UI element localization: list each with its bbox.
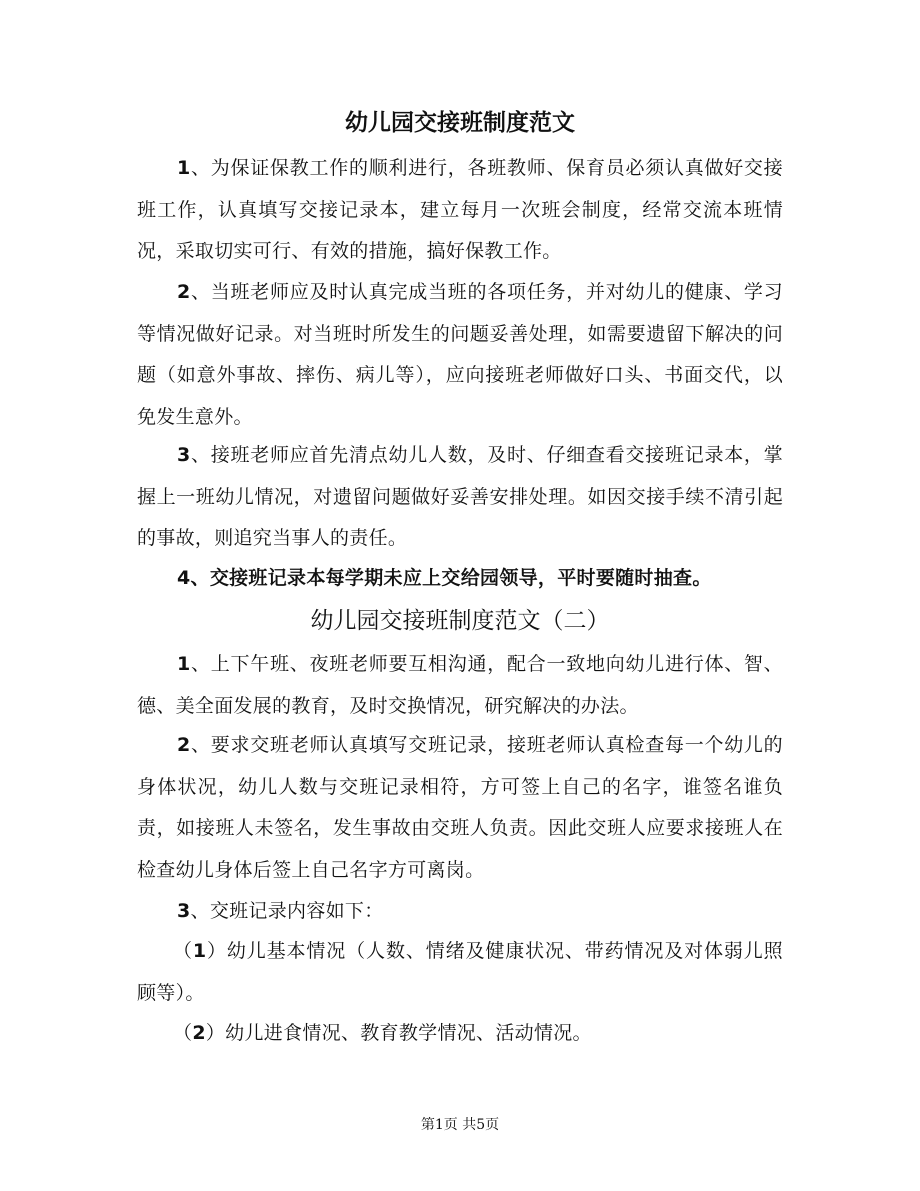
page-footer: 第1页 共5页 xyxy=(420,1117,500,1133)
sub-item-text: 幼儿进食情况、教育教学情况、活动情况。 xyxy=(225,1022,592,1044)
sub-item-close: ） xyxy=(206,940,227,962)
sub-item-open: （ xyxy=(173,1022,193,1044)
paragraph-q2 xyxy=(137,725,783,891)
sub-item-open: （ xyxy=(173,940,193,962)
paragraph-text: 、为保证保教工作的顺利进行，各班教师、保育员必须认真做好交接班工作，认真填写交接记录本，建立每月一次班会制度，经常交流本班情况，采取切实可行、有效的措施，搞好保教工作。 xyxy=(137,157,783,262)
sub-item-text: 幼儿基本情况（人数、情绪及健康状况、带药情况及对体弱儿照顾等）。 xyxy=(137,940,783,1004)
section-title-2: 幼儿园交接班制度范文（二） xyxy=(310,608,610,634)
sub-item-close: ） xyxy=(205,1022,226,1044)
paragraph-number: 1 xyxy=(177,653,191,675)
sub-item-1 xyxy=(137,931,783,1014)
sub-item-number: 2 xyxy=(192,1022,206,1044)
paragraph-number: 2 xyxy=(177,734,191,756)
paragraph-number: 2 xyxy=(177,281,191,303)
paragraph-1 xyxy=(137,148,783,273)
sub-item-number: 1 xyxy=(192,940,207,962)
paragraph-q1 xyxy=(137,644,783,727)
paragraph-4 xyxy=(137,558,783,600)
paragraph-q3 xyxy=(137,891,783,933)
paragraph-text: 、交接班记录本每学期未应上交给园领导，平时要随时抽查。 xyxy=(190,567,712,589)
paragraph-number: 4 xyxy=(177,567,191,589)
paragraph-number: 3 xyxy=(177,900,191,922)
paragraph-text: 、接班老师应首先清点幼儿人数，及时、仔细查看交接班记录本，掌握上一班幼儿情况，对遗留问题做好妥善安排处理。如因交接手续不清引起的事故，则追究当事人的责任。 xyxy=(137,444,783,549)
paragraph-text: 、交班记录内容如下： xyxy=(190,900,384,922)
sub-item-2 xyxy=(137,1013,783,1055)
document-title: 幼儿园交接班制度范文 xyxy=(345,110,575,136)
paragraph-number: 3 xyxy=(177,444,191,466)
paragraph-number: 1 xyxy=(177,157,191,179)
paragraph-text: 、上下午班、夜班老师要互相沟通，配合一致地向幼儿进行体、智、德、美全面发展的教育，及时交换情况，研究解决的办法。 xyxy=(137,653,783,717)
paragraph-text: 、要求交班老师认真填写交班记录，接班老师认真检查每一个幼儿的身体状况，幼儿人数与交班记录相符，方可签上自己的名字，谁签名谁负责，如接班人未签名，发生事故由交班人负责。因此交班人应要求接班人在检查幼儿身体后签上自己名字方可离岗。 xyxy=(137,734,783,881)
paragraph-text: 、当班老师应及时认真完成当班的各项任务，并对幼儿的健康、学习等情况做好记录。对当班时所发生的问题妥善处理，如需要遗留下解决的问题（如意外事故、摔伤、病儿等），应向接班老师做好口头、书面交代，以免发生意外。 xyxy=(137,281,783,428)
paragraph-3 xyxy=(137,435,783,560)
paragraph-2 xyxy=(137,272,783,438)
